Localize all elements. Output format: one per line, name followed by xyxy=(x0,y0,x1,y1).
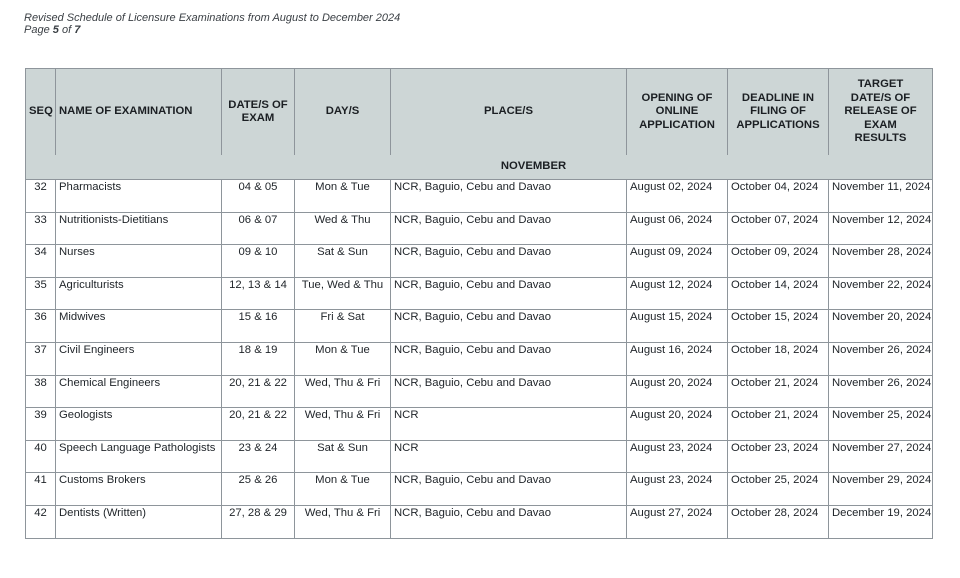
row-exam-name: Pharmacists xyxy=(56,180,222,213)
row-deadline-date: October 09, 2024 xyxy=(728,245,829,278)
row-exam-dates: 18 & 19 xyxy=(222,342,295,375)
table-row xyxy=(26,505,933,538)
row-opening-date: August 27, 2024 xyxy=(627,505,728,538)
row-exam-days: Wed, Thu & Fri xyxy=(295,408,391,441)
month-label: NOVEMBER xyxy=(26,155,933,180)
table-row xyxy=(26,180,933,213)
page-total: 7 xyxy=(74,24,81,36)
row-seq: 37 xyxy=(26,342,56,375)
table-row xyxy=(26,245,933,278)
row-exam-name: Nutritionists-Dietitians xyxy=(56,212,222,245)
header-row xyxy=(26,69,933,156)
row-opening-date: August 06, 2024 xyxy=(627,212,728,245)
row-seq: 32 xyxy=(26,180,56,213)
row-places: NCR, Baguio, Cebu and Davao xyxy=(391,342,627,375)
row-release-date: November 11, 2024 xyxy=(829,180,933,213)
col-seq-header: SEQ xyxy=(26,69,56,156)
table-row xyxy=(26,212,933,245)
row-places: NCR xyxy=(391,408,627,441)
table-row xyxy=(26,375,933,408)
row-exam-name: Nurses xyxy=(56,245,222,278)
row-opening-date: August 20, 2024 xyxy=(627,375,728,408)
row-release-date: November 27, 2024 xyxy=(829,440,933,473)
row-release-date: November 25, 2024 xyxy=(829,408,933,441)
row-exam-name: Civil Engineers xyxy=(56,342,222,375)
row-exam-name: Dentists (Written) xyxy=(56,505,222,538)
row-places: NCR, Baguio, Cebu and Davao xyxy=(391,180,627,213)
row-exam-dates: 04 & 05 xyxy=(222,180,295,213)
row-deadline-date: October 23, 2024 xyxy=(728,440,829,473)
col-release-header: TARGET DATE/S OF RELEASE OF EXAM RESULTS xyxy=(829,69,933,156)
row-exam-days: Tue, Wed & Thu xyxy=(295,277,391,310)
col-name-header: NAME OF EXAMINATION xyxy=(56,69,222,156)
document-title: Revised Schedule of Licensure Examinations from August to December 2024 xyxy=(24,12,401,24)
col-deadline-header: DEADLINE IN FILING OF APPLICATIONS xyxy=(728,69,829,156)
row-opening-date: August 09, 2024 xyxy=(627,245,728,278)
row-exam-name: Chemical Engineers xyxy=(56,375,222,408)
row-opening-date: August 16, 2024 xyxy=(627,342,728,375)
row-exam-dates: 15 & 16 xyxy=(222,310,295,343)
row-places: NCR xyxy=(391,440,627,473)
row-seq: 39 xyxy=(26,408,56,441)
exam-schedule-table xyxy=(25,68,933,539)
row-exam-dates: 27, 28 & 29 xyxy=(222,505,295,538)
table-row xyxy=(26,440,933,473)
col-days-header: DAY/S xyxy=(295,69,391,156)
row-deadline-date: October 14, 2024 xyxy=(728,277,829,310)
row-seq: 36 xyxy=(26,310,56,343)
table-row xyxy=(26,473,933,506)
row-exam-days: Wed, Thu & Fri xyxy=(295,505,391,538)
row-deadline-date: October 18, 2024 xyxy=(728,342,829,375)
table-row xyxy=(26,342,933,375)
row-seq: 42 xyxy=(26,505,56,538)
row-places: NCR, Baguio, Cebu and Davao xyxy=(391,375,627,408)
row-exam-name: Agriculturists xyxy=(56,277,222,310)
row-opening-date: August 20, 2024 xyxy=(627,408,728,441)
row-seq: 34 xyxy=(26,245,56,278)
row-places: NCR, Baguio, Cebu and Davao xyxy=(391,505,627,538)
row-seq: 35 xyxy=(26,277,56,310)
table-row xyxy=(26,310,933,343)
row-exam-days: Sat & Sun xyxy=(295,245,391,278)
row-deadline-date: October 04, 2024 xyxy=(728,180,829,213)
row-deadline-date: October 28, 2024 xyxy=(728,505,829,538)
row-release-date: December 19, 2024 xyxy=(829,505,933,538)
row-exam-dates: 20, 21 & 22 xyxy=(222,408,295,441)
page-of: of xyxy=(61,24,72,36)
row-places: NCR, Baguio, Cebu and Davao xyxy=(391,473,627,506)
document-header xyxy=(24,12,400,36)
row-exam-days: Fri & Sat xyxy=(295,310,391,343)
row-opening-date: August 15, 2024 xyxy=(627,310,728,343)
row-opening-date: August 23, 2024 xyxy=(627,440,728,473)
row-release-date: November 20, 2024 xyxy=(829,310,933,343)
row-exam-dates: 20, 21 & 22 xyxy=(222,375,295,408)
row-exam-days: Sat & Sun xyxy=(295,440,391,473)
month-row xyxy=(26,155,933,180)
row-exam-dates: 23 & 24 xyxy=(222,440,295,473)
row-exam-dates: 12, 13 & 14 xyxy=(222,277,295,310)
row-exam-days: Mon & Tue xyxy=(295,342,391,375)
table-row xyxy=(26,408,933,441)
row-release-date: November 12, 2024 xyxy=(829,212,933,245)
col-place-header: PLACE/S xyxy=(391,69,627,156)
row-places: NCR, Baguio, Cebu and Davao xyxy=(391,277,627,310)
row-exam-dates: 06 & 07 xyxy=(222,212,295,245)
row-release-date: November 26, 2024 xyxy=(829,342,933,375)
row-opening-date: August 02, 2024 xyxy=(627,180,728,213)
row-exam-name: Geologists xyxy=(56,408,222,441)
row-deadline-date: October 25, 2024 xyxy=(728,473,829,506)
row-places: NCR, Baguio, Cebu and Davao xyxy=(391,310,627,343)
page-number: 5 xyxy=(52,24,59,36)
row-exam-dates: 25 & 26 xyxy=(222,473,295,506)
row-deadline-date: October 21, 2024 xyxy=(728,375,829,408)
row-opening-date: August 23, 2024 xyxy=(627,473,728,506)
page-prefix: Page xyxy=(24,24,50,36)
row-deadline-date: October 15, 2024 xyxy=(728,310,829,343)
row-release-date: November 29, 2024 xyxy=(829,473,933,506)
col-dates-header: DATE/S OF EXAM xyxy=(222,69,295,156)
row-exam-name: Customs Brokers xyxy=(56,473,222,506)
row-release-date: November 26, 2024 xyxy=(829,375,933,408)
row-seq: 33 xyxy=(26,212,56,245)
row-exam-name: Speech Language Pathologists xyxy=(56,440,222,473)
row-seq: 41 xyxy=(26,473,56,506)
row-release-date: November 22, 2024 xyxy=(829,277,933,310)
row-exam-days: Wed & Thu xyxy=(295,212,391,245)
row-exam-days: Mon & Tue xyxy=(295,180,391,213)
row-deadline-date: October 07, 2024 xyxy=(728,212,829,245)
page-indicator xyxy=(24,24,400,36)
row-places: NCR, Baguio, Cebu and Davao xyxy=(391,212,627,245)
row-exam-dates: 09 & 10 xyxy=(222,245,295,278)
col-opening-header: OPENING OF ONLINE APPLICATION xyxy=(627,69,728,156)
row-places: NCR, Baguio, Cebu and Davao xyxy=(391,245,627,278)
row-exam-days: Mon & Tue xyxy=(295,473,391,506)
row-seq: 38 xyxy=(26,375,56,408)
row-opening-date: August 12, 2024 xyxy=(627,277,728,310)
row-exam-name: Midwives xyxy=(56,310,222,343)
row-exam-days: Wed, Thu & Fri xyxy=(295,375,391,408)
row-seq: 40 xyxy=(26,440,56,473)
row-release-date: November 28, 2024 xyxy=(829,245,933,278)
table-row xyxy=(26,277,933,310)
row-deadline-date: October 21, 2024 xyxy=(728,408,829,441)
